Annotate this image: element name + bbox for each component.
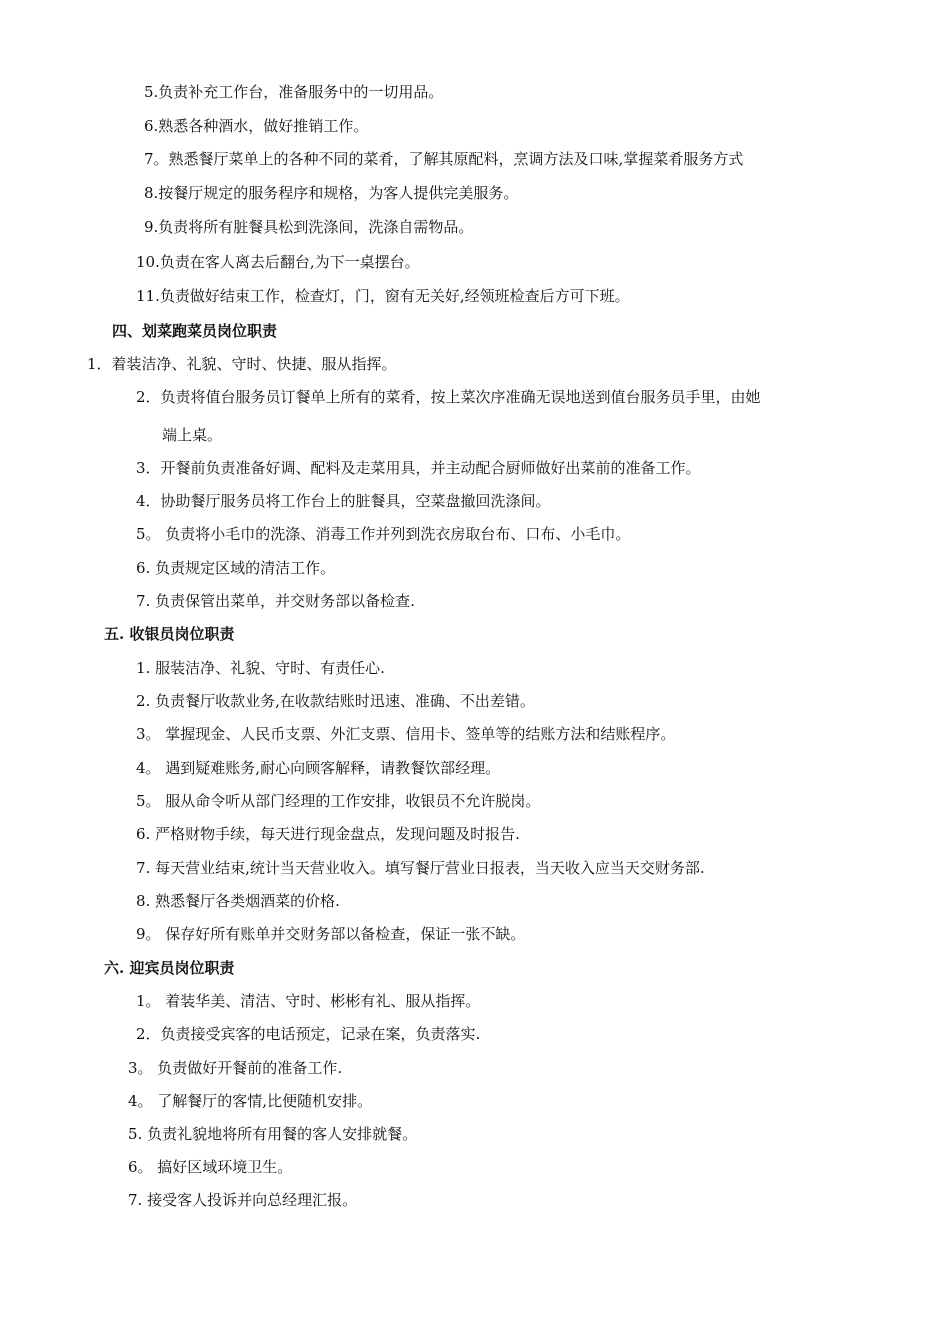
section-heading: 四、划菜跑菜员岗位职责 bbox=[112, 322, 278, 340]
list-item: 2．负责将值台服务员订餐单上所有的菜肴，按上菜次序准确无误地送到值台服务员手里，由她 bbox=[136, 388, 761, 406]
section-heading: 六. 迎宾员岗位职责 bbox=[104, 959, 235, 977]
list-item: 5. 负责礼貌地将所有用餐的客人安排就餐。 bbox=[128, 1125, 418, 1143]
list-item-continuation: 端上桌。 bbox=[162, 426, 223, 444]
list-item: 3．开餐前负责准备好调、配料及走菜用具，并主动配合厨师做好出菜前的准备工作。 bbox=[136, 459, 701, 477]
list-item: 6. 负责规定区域的清洁工作。 bbox=[136, 559, 336, 577]
list-item: 1．着装洁净、礼貌、守时、快捷、服从指挥。 bbox=[87, 355, 397, 373]
list-item: 2. 负责餐厅收款业务,在收款结账时迅速、准确、不出差错。 bbox=[136, 692, 535, 710]
section-heading: 五. 收银员岗位职责 bbox=[104, 625, 235, 643]
list-item: 4。 遇到疑难账务,耐心向顾客解释，请教餐饮部经理。 bbox=[136, 759, 501, 777]
list-item: 3。 掌握现金、人民币支票、外汇支票、信用卡、签单等的结账方法和结账程序。 bbox=[136, 725, 676, 743]
list-item: 7。熟悉餐厅菜单上的各种不同的菜肴，了解其原配料，烹调方法及口味,掌握菜肴服务方式 bbox=[144, 150, 744, 168]
list-item: 4．协助餐厅服务员将工作台上的脏餐具，空菜盘撤回洗涤间。 bbox=[136, 492, 551, 510]
list-item: 9。 保存好所有账单并交财务部以备检查，保证一张不缺。 bbox=[136, 925, 526, 943]
list-item: 5.负责补充工作台，准备服务中的一切用品。 bbox=[144, 83, 444, 101]
list-item: 6。 搞好区域环境卫生。 bbox=[128, 1158, 293, 1176]
list-item: 5。 服从命令听从部门经理的工作安排，收银员不允许脱岗。 bbox=[136, 792, 541, 810]
list-item: 5。 负责将小毛巾的洗涤、消毒工作并列到洗衣房取台布、口布、小毛巾。 bbox=[136, 525, 631, 543]
list-item: 9.负责将所有脏餐具松到洗涤间，洗涤自需物品。 bbox=[144, 218, 474, 236]
list-item: 11.负责做好结束工作，检查灯，门，窗有无关好,经领班检查后方可下班。 bbox=[136, 287, 630, 305]
list-item: 6.熟悉各种酒水，做好推销工作。 bbox=[144, 117, 369, 135]
list-item: 1. 服装洁净、礼貌、守时、有责任心. bbox=[136, 659, 385, 677]
list-item: 7. 每天营业结束,统计当天营业收入。填写餐厅营业日报表，当天收入应当天交财务部. bbox=[136, 859, 705, 877]
list-item: 3。 负责做好开餐前的准备工作. bbox=[128, 1059, 343, 1077]
list-item: 6. 严格财物手续，每天进行现金盘点，发现问题及时报告. bbox=[136, 825, 520, 843]
list-item: 8. 熟悉餐厅各类烟酒菜的价格. bbox=[136, 892, 340, 910]
list-item: 4。 了解餐厅的客情,比便随机安排。 bbox=[128, 1092, 373, 1110]
list-item: 7. 负责保管出菜单，并交财务部以备检查. bbox=[136, 592, 415, 610]
list-item: 10.负责在客人离去后翻台,为下一桌摆台。 bbox=[136, 253, 420, 271]
list-item: 7. 接受客人投诉并向总经理汇报。 bbox=[128, 1191, 358, 1209]
list-item: 1。 着装华美、清洁、守时、彬彬有礼、服从指挥。 bbox=[136, 992, 481, 1010]
list-item: 2．负责接受宾客的电话预定，记录在案，负责落实. bbox=[136, 1025, 481, 1043]
list-item: 8.按餐厅规定的服务程序和规格，为客人提供完美服务。 bbox=[144, 184, 519, 202]
